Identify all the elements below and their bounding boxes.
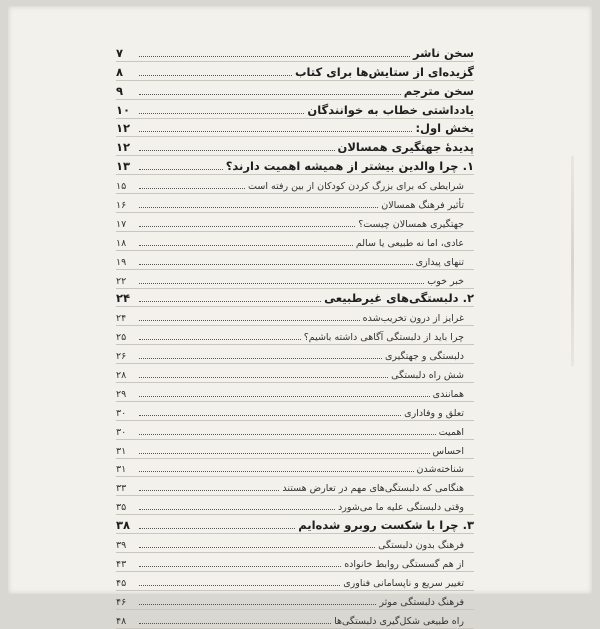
- toc-entry-page-number: ۱۳: [116, 159, 131, 174]
- toc-entry: [116, 345, 474, 364]
- toc-entry-title: تغییر سریع و ناپسامانی فناوری: [343, 577, 464, 589]
- dot-leader: [139, 245, 353, 246]
- toc-entry-page-number: ۲۵: [116, 332, 127, 344]
- toc-entry-page-number: ۱۷: [116, 218, 127, 230]
- toc-entry-page-number: ۲۴: [116, 291, 131, 306]
- toc-entry-title: احساس: [432, 445, 464, 457]
- dot-leader: [139, 471, 414, 472]
- toc-entry: [116, 553, 474, 572]
- toc-entry-page-number: ۲۹: [116, 388, 127, 400]
- dot-leader: [139, 585, 340, 586]
- toc-entry-page-number: ۳۱: [116, 445, 127, 457]
- toc-entry-page-number: ۳۸: [116, 518, 131, 533]
- page-edge-shadow: [571, 156, 574, 366]
- dot-leader: [139, 131, 412, 132]
- toc-entry-page-number: ۳۱: [116, 464, 127, 476]
- dot-leader: [139, 566, 341, 567]
- dot-leader: [139, 453, 430, 454]
- toc-entry-page-number: ۴۸: [116, 615, 127, 627]
- toc-entry-page-number: ۲۴: [116, 313, 127, 325]
- toc-entry: [116, 119, 474, 138]
- toc-entry-title: ۲. دلبستگی‌های غیرطبیعی: [324, 291, 474, 306]
- toc-entry-title: از هم گسستگی روابط خانواده: [344, 558, 464, 570]
- dot-leader: [139, 150, 335, 151]
- toc-entry-page-number: ۱۵: [116, 181, 127, 193]
- toc-entry: [116, 232, 474, 251]
- toc-entry-page-number: ۳۳: [116, 483, 127, 495]
- toc-entry-title: خبر خوب: [427, 275, 464, 287]
- dot-leader: [139, 339, 301, 340]
- toc-entry-page-number: ۱۲: [116, 121, 131, 136]
- dot-leader: [139, 226, 355, 227]
- dot-leader: [139, 320, 360, 321]
- toc-entry: [116, 591, 474, 610]
- dot-leader: [139, 434, 436, 435]
- toc-entry-title: تعلق و وفاداری: [404, 407, 464, 419]
- dot-leader: [139, 75, 292, 76]
- toc-entry-title: یادداشتی خطاب به خوانندگان: [307, 102, 474, 117]
- toc-entry-title: چرا باید از دلبستگی آگاهی داشته باشیم؟: [303, 332, 464, 344]
- toc-entry-title: پدیدهٔ جهتگیری همسالان: [337, 140, 474, 155]
- toc-entry: [116, 477, 474, 496]
- toc-entry-page-number: ۴۵: [116, 577, 127, 589]
- toc-entry-page-number: ۱۰: [116, 102, 131, 117]
- toc-entry-title: جهتگیری همسالان چیست؟: [358, 218, 464, 230]
- toc-entry: [116, 81, 474, 100]
- toc-entry-page-number: ۳۰: [116, 426, 127, 438]
- toc-entry-page-number: ۴۳: [116, 558, 127, 570]
- toc-entry-page-number: ۹: [116, 83, 124, 98]
- dot-leader: [139, 396, 430, 397]
- toc-entry-title: شش راه دلبستگی: [391, 370, 464, 382]
- dot-leader: [139, 94, 401, 95]
- toc-entry-title: فرهنگ بدون دلبستگی: [378, 540, 464, 552]
- toc-entry: [116, 289, 474, 308]
- toc-entry-title: هنگامی که دلبستگی‌های مهم در تعارض هستند: [282, 483, 464, 495]
- dot-leader: [139, 207, 378, 208]
- dot-leader: [139, 283, 424, 284]
- toc-entry: [116, 270, 474, 289]
- dot-leader: [139, 169, 223, 170]
- toc-entry-page-number: ۱۸: [116, 237, 127, 249]
- toc-entry: [116, 402, 474, 421]
- toc-entry-page-number: ۱۹: [116, 256, 127, 268]
- toc-entry: [116, 421, 474, 440]
- toc-entry-title: تأثیر فرهنگ همسالان: [381, 200, 464, 212]
- toc-entry-page-number: ۱۲: [116, 140, 131, 155]
- dot-leader: [139, 264, 413, 265]
- toc-entry-page-number: ۳۵: [116, 502, 127, 514]
- toc-entry: [116, 496, 474, 515]
- dot-leader: [139, 547, 375, 548]
- dot-leader: [139, 358, 382, 359]
- toc-entry-title: شرایطی که برای بزرگ کردن کودکان از بین رفته است: [248, 181, 464, 193]
- toc-entry: [116, 62, 474, 81]
- toc-entry-title: همانندی: [432, 388, 464, 400]
- toc-entry: [116, 610, 474, 629]
- toc-entry-page-number: ۳۰: [116, 407, 127, 419]
- toc-entry-page-number: ۲۸: [116, 370, 127, 382]
- toc-entry: [116, 194, 474, 213]
- toc-entry: [116, 43, 474, 62]
- toc-entry: [116, 156, 474, 175]
- toc-entry-title: گزیده‌ای از ستایش‌ها برای کتاب: [294, 64, 474, 79]
- book-page: [8, 6, 592, 627]
- dot-leader: [139, 623, 331, 624]
- toc-entry-title: سخن مترجم: [403, 83, 474, 98]
- toc-entry-title: دلبستگی و جهتگیری: [384, 351, 464, 363]
- dot-leader: [139, 56, 410, 57]
- dot-leader: [139, 301, 321, 302]
- toc-entry: [116, 137, 474, 156]
- dot-leader: [139, 415, 401, 416]
- dot-leader: [139, 377, 388, 378]
- toc-entry: [116, 459, 474, 478]
- toc-entry-title: فرهنگ دلبستگی موثر: [379, 596, 464, 608]
- toc-entry-page-number: ۲۲: [116, 275, 127, 287]
- dot-leader: [139, 113, 304, 114]
- toc-entry-title: بخش اول:: [415, 121, 474, 136]
- toc-entry-page-number: ۳۹: [116, 540, 127, 552]
- toc-entry: [116, 572, 474, 591]
- toc-entry-page-number: ۲۶: [116, 351, 127, 363]
- toc-entry: [116, 440, 474, 459]
- toc-entry: [116, 383, 474, 402]
- dot-leader: [139, 509, 335, 510]
- dot-leader: [139, 490, 279, 491]
- toc-entry-title: ۱. چرا والدین بیشتر از همیشه اهمیت دارند؟: [225, 159, 474, 174]
- toc-entry-title: غرایز از درون تخریب‌شده: [362, 313, 464, 325]
- toc-entry: [116, 251, 474, 270]
- toc-entry: [116, 213, 474, 232]
- toc-entry-title: ۳. چرا با شکست روبرو شده‌ایم: [298, 518, 474, 533]
- toc-entry-page-number: ۱۶: [116, 200, 127, 212]
- table-of-contents: [116, 43, 474, 629]
- dot-leader: [139, 528, 295, 529]
- toc-entry-title: راه طبیعی شکل‌گیری دلبستگی‌ها: [334, 615, 464, 627]
- toc-entry-page-number: ۷: [116, 45, 124, 60]
- toc-entry: [116, 326, 474, 345]
- toc-entry-title: وقتی دلبستگی علیه ما می‌شورد: [338, 502, 464, 514]
- toc-entry: [116, 100, 474, 119]
- toc-entry-title: تنهای پیدازی: [415, 256, 464, 268]
- dot-leader: [139, 604, 376, 605]
- dot-leader: [139, 188, 245, 189]
- toc-entry: [116, 534, 474, 553]
- toc-entry: [116, 364, 474, 383]
- toc-entry-title: سخن ناشر: [412, 45, 474, 60]
- toc-entry: [116, 307, 474, 326]
- toc-entry-title: عادی، اما نه طبیعی یا سالم: [355, 237, 464, 249]
- toc-entry-title: شناخته‌شدن: [416, 464, 464, 476]
- toc-entry-title: اهمیت: [438, 426, 464, 438]
- toc-entry-page-number: ۴۶: [116, 596, 127, 608]
- toc-entry: [116, 515, 474, 534]
- toc-entry-page-number: ۸: [116, 64, 124, 79]
- toc-entry: [116, 175, 474, 194]
